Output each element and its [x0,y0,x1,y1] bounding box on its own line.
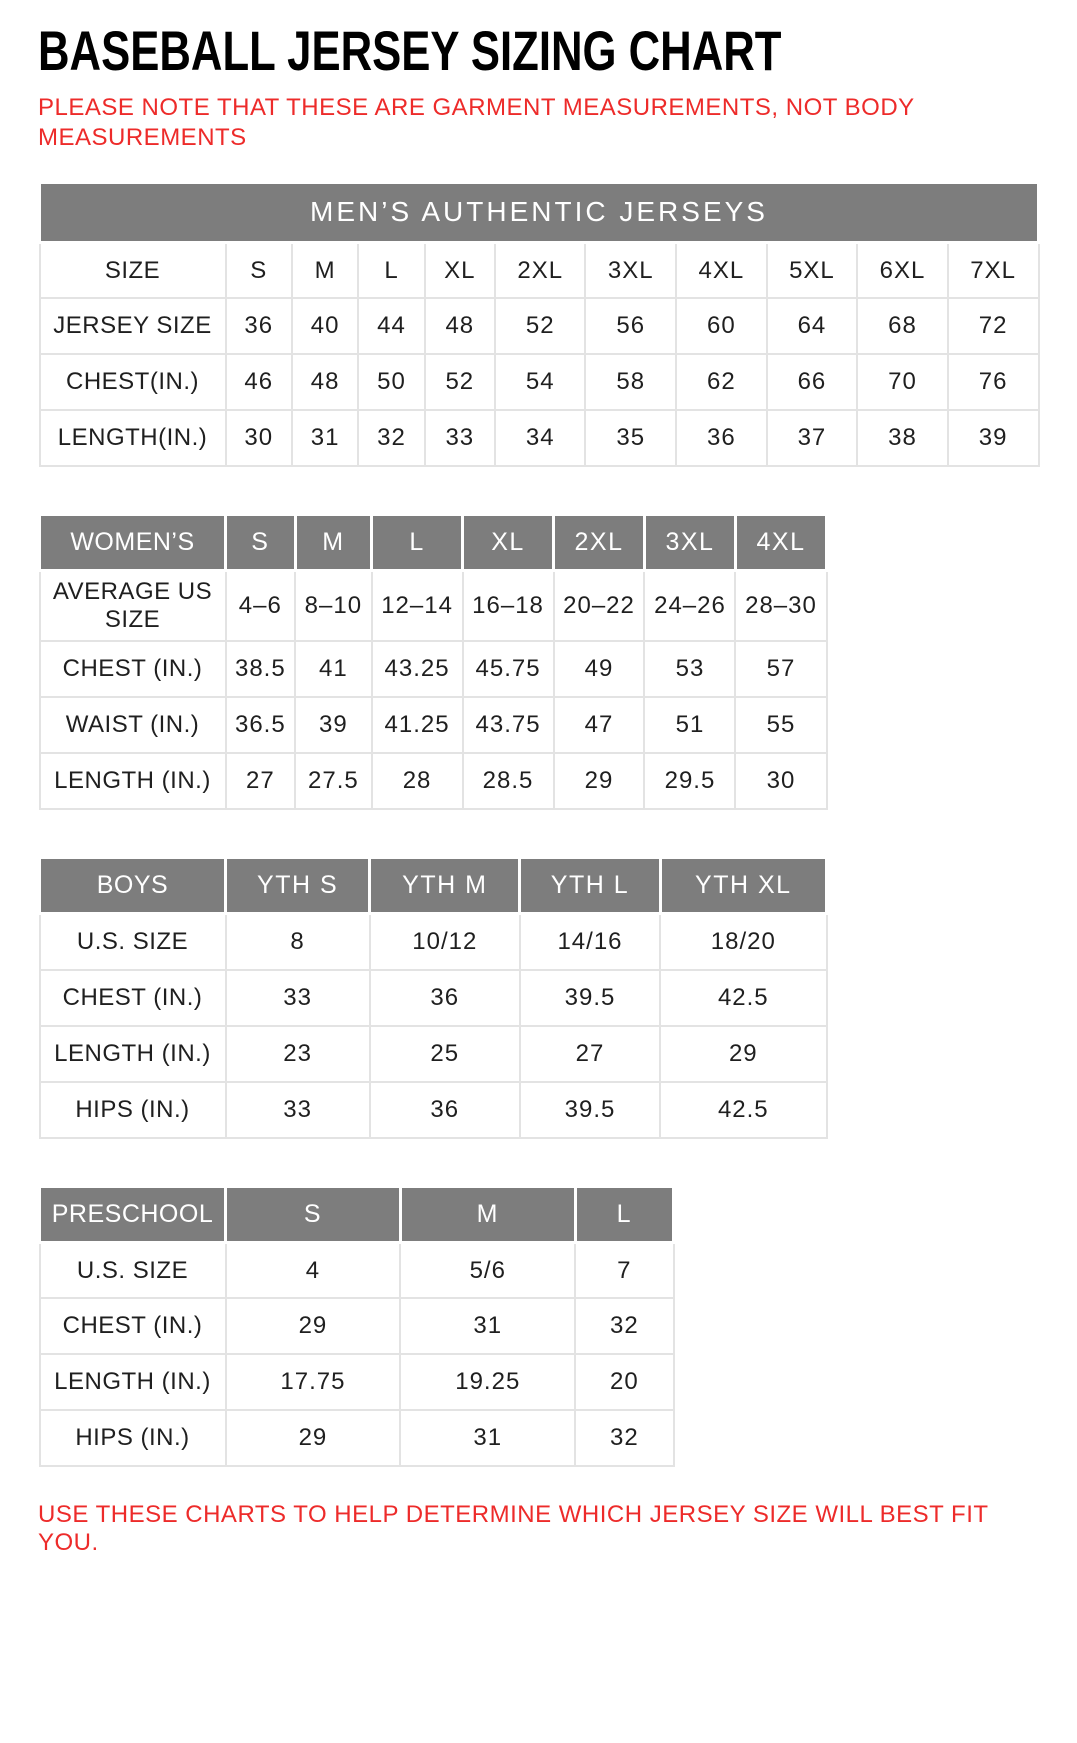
table-cell: 62 [676,354,767,410]
table-cell: 37 [767,410,858,466]
column-header: 3XL [644,515,735,571]
table-cell: S [226,242,292,298]
table-cell: 70 [857,354,948,410]
row-label: U.S. SIZE [40,1242,226,1298]
table-cell: 33 [226,970,370,1026]
table-cell: 49 [554,641,645,697]
table-cell: 5/6 [400,1242,575,1298]
table-cell: 41.25 [372,697,463,753]
table-cell: 4XL [676,242,767,298]
table-cell: 36 [370,970,520,1026]
table-cell: 29.5 [644,753,735,809]
table-cell: 7XL [948,242,1039,298]
table-row [40,1298,674,1354]
table-cell: 39 [295,697,371,753]
table-cell: 27 [520,1026,660,1082]
table-cell: 54 [495,354,586,410]
table-cell: 60 [676,298,767,354]
column-header: YTH L [520,858,660,914]
table-cell: 6XL [857,242,948,298]
table-cell: 57 [735,641,826,697]
table-cell: 48 [425,298,495,354]
table-cell: XL [425,242,495,298]
table-row [40,571,827,642]
table-cell: 23 [226,1026,370,1082]
table-cell: 8–10 [295,571,371,642]
table-cell: 50 [358,354,424,410]
column-header: M [295,515,371,571]
row-label: LENGTH (IN.) [40,753,226,809]
table-cell: 43.75 [463,697,554,753]
row-label: CHEST(IN.) [40,354,226,410]
table-cell: 27.5 [295,753,371,809]
table-cell: 41 [295,641,371,697]
garment-measurement-note: PLEASE NOTE THAT THESE ARE GARMENT MEASUREMENTS, NOT BODY MEASUREMENTS [38,93,915,151]
preschool-sizing-table [38,1185,675,1468]
table-cell: 46 [226,354,292,410]
row-label: U.S. SIZE [40,914,226,970]
row-label: HIPS (IN.) [40,1410,226,1466]
mens-sizing-table [38,181,1040,468]
table-row [40,354,1039,410]
table-row [40,410,1039,466]
column-header: L [575,1186,673,1242]
column-header: S [226,1186,401,1242]
table-cell: 52 [425,354,495,410]
table-cell: 68 [857,298,948,354]
row-label: LENGTH (IN.) [40,1026,226,1082]
table-cell: 45.75 [463,641,554,697]
table-cell: M [292,242,358,298]
table-cell: 27 [226,753,296,809]
table-cell: 32 [575,1298,673,1354]
table-cell: 33 [226,1082,370,1138]
table-row [40,970,827,1026]
boys-table-title: BOYS [40,858,226,914]
row-label: LENGTH (IN.) [40,1354,226,1410]
table-cell: 14/16 [520,914,660,970]
table-cell: 33 [425,410,495,466]
sizing-tables-container [38,181,1039,1468]
table-cell: 36 [226,298,292,354]
table-row [40,641,827,697]
row-label: WAIST (IN.) [40,697,226,753]
table-cell: 30 [226,410,292,466]
table-cell: L [358,242,424,298]
womens-table-title: WOMEN’S [40,515,226,571]
table-cell: 56 [585,298,676,354]
table-row [40,1410,674,1466]
table-row [40,1082,827,1138]
table-cell: 17.75 [226,1354,401,1410]
table-cell: 20–22 [554,571,645,642]
table-cell: 53 [644,641,735,697]
column-header: YTH M [370,858,520,914]
row-label: CHEST (IN.) [40,641,226,697]
column-header: M [400,1186,575,1242]
table-cell: 29 [226,1410,401,1466]
table-cell: 38 [857,410,948,466]
table-cell: 42.5 [660,970,826,1026]
table-cell: 31 [292,410,358,466]
column-header: YTH S [226,858,370,914]
table-cell: 40 [292,298,358,354]
table-cell: 72 [948,298,1039,354]
table-cell: 12–14 [372,571,463,642]
column-header: 4XL [735,515,826,571]
row-label: HIPS (IN.) [40,1082,226,1138]
row-label: CHEST (IN.) [40,1298,226,1354]
table-cell: 4 [226,1242,401,1298]
table-cell: 7 [575,1242,673,1298]
table-cell: 4–6 [226,571,296,642]
table-cell: 28 [372,753,463,809]
table-cell: 2XL [495,242,586,298]
table-row [40,242,1039,298]
table-cell: 28.5 [463,753,554,809]
row-label: SIZE [40,242,226,298]
table-cell: 55 [735,697,826,753]
preschool-table-title: PRESCHOOL [40,1186,226,1242]
boys-sizing-table [38,856,828,1139]
row-label: AVERAGE US SIZE [40,571,226,642]
table-cell: 42.5 [660,1082,826,1138]
table-cell: 38.5 [226,641,296,697]
table-row [40,1354,674,1410]
table-cell: 19.25 [400,1354,575,1410]
table-cell: 16–18 [463,571,554,642]
table-row [40,914,827,970]
table-cell: 10/12 [370,914,520,970]
row-label: LENGTH(IN.) [40,410,226,466]
table-cell: 39.5 [520,970,660,1026]
table-cell: 64 [767,298,858,354]
table-cell: 48 [292,354,358,410]
table-cell: 44 [358,298,424,354]
row-label: CHEST (IN.) [40,970,226,1026]
table-cell: 39.5 [520,1082,660,1138]
table-cell: 66 [767,354,858,410]
footer-note: USE THESE CHARTS TO HELP DETERMINE WHICH JERSEY SIZE WILL BEST FIT YOU. [38,1501,989,1557]
table-cell: 29 [226,1298,401,1354]
table-cell: 30 [735,753,826,809]
table-cell: 5XL [767,242,858,298]
table-cell: 43.25 [372,641,463,697]
column-header: XL [463,515,554,571]
table-cell: 18/20 [660,914,826,970]
page-title: BASEBALL JERSEY SIZING CHART [38,19,782,82]
table-cell: 32 [575,1410,673,1466]
table-cell: 29 [554,753,645,809]
table-cell: 39 [948,410,1039,466]
mens-table-title: MEN’S AUTHENTIC JERSEYS [40,182,1039,242]
table-cell: 28–30 [735,571,826,642]
table-cell: 20 [575,1354,673,1410]
table-cell: 8 [226,914,370,970]
table-cell: 25 [370,1026,520,1082]
table-row [40,298,1039,354]
table-cell: 52 [495,298,586,354]
table-row [40,753,827,809]
table-cell: 34 [495,410,586,466]
table-row [40,1026,827,1082]
table-cell: 32 [358,410,424,466]
table-cell: 31 [400,1410,575,1466]
table-row [40,697,827,753]
table-cell: 51 [644,697,735,753]
table-cell: 29 [660,1026,826,1082]
column-header: YTH XL [660,858,826,914]
table-cell: 31 [400,1298,575,1354]
table-cell: 35 [585,410,676,466]
row-label: JERSEY SIZE [40,298,226,354]
table-cell: 76 [948,354,1039,410]
table-cell: 58 [585,354,676,410]
table-cell: 36.5 [226,697,296,753]
table-row [40,1242,674,1298]
womens-sizing-table [38,513,828,810]
table-cell: 36 [370,1082,520,1138]
table-cell: 36 [676,410,767,466]
column-header: S [226,515,296,571]
table-cell: 24–26 [644,571,735,642]
table-cell: 3XL [585,242,676,298]
column-header: 2XL [554,515,645,571]
column-header: L [372,515,463,571]
table-cell: 47 [554,697,645,753]
